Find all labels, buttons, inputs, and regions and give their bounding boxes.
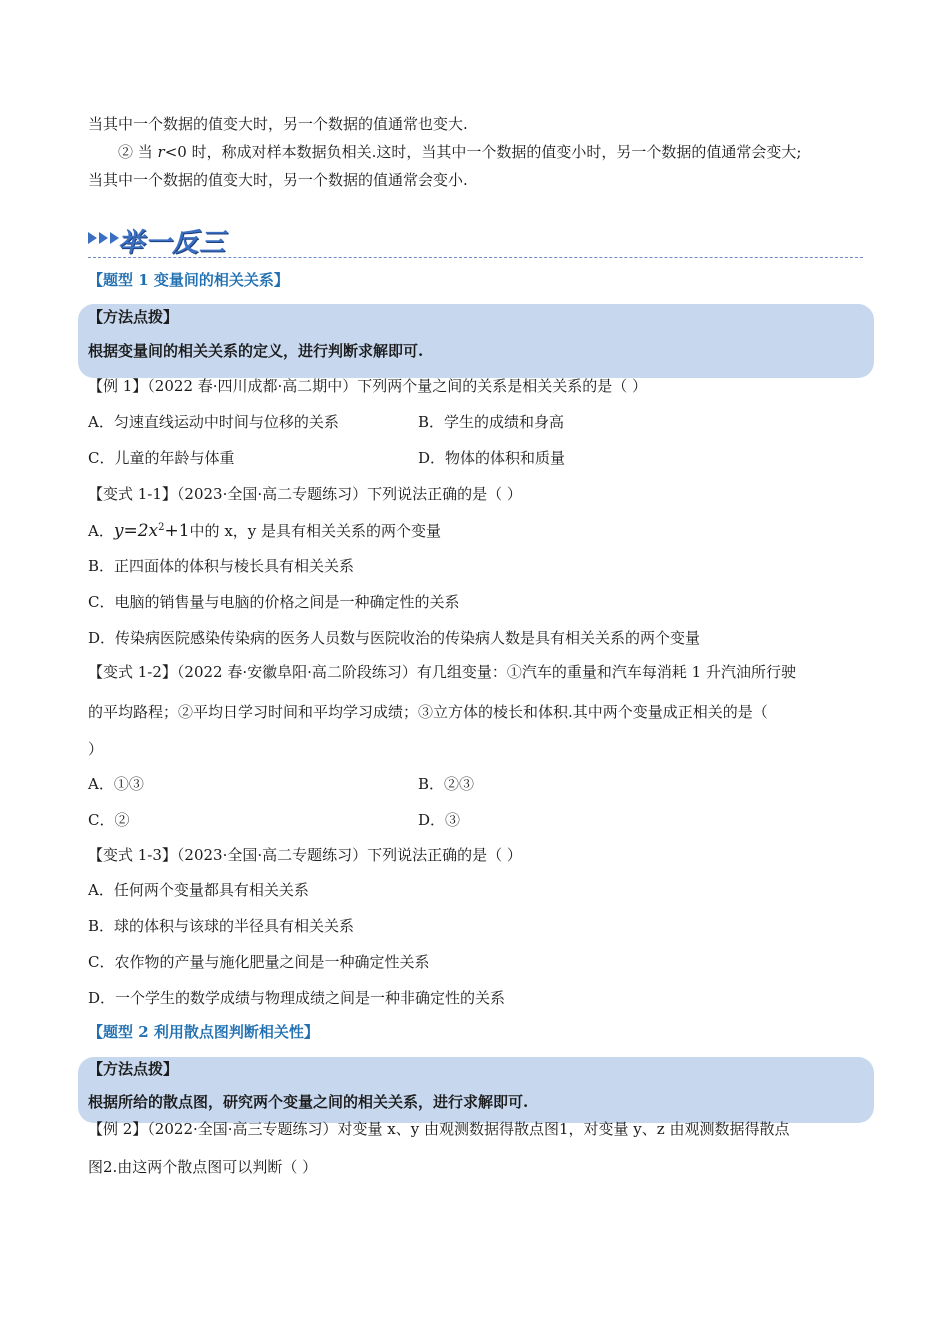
ex1-option-a: A．匀速直线运动中时间与位移的关系 bbox=[88, 413, 339, 431]
intro-line-2-pre: ② 当 bbox=[118, 143, 158, 161]
v13-option-c: C．农作物的产量与施化肥量之间是一种确定性关系 bbox=[88, 953, 430, 971]
intro-line-2-post: <0 时，称成对样本数据负相关.这时，当其中一个数据的值变小时，另一个数据的值通常会变大; bbox=[164, 143, 802, 161]
v12-option-c: C．② bbox=[88, 811, 130, 829]
type1-tip-title: 【方法点拨】 bbox=[88, 308, 179, 326]
type2-tip-text: 根据所给的散点图，研究两个变量之间的相关关系，进行求解即可. bbox=[88, 1093, 529, 1111]
intro-line-2 bbox=[118, 142, 801, 162]
v11-option-a-text: 中的 x，y 是具有相关关系的两个变量 bbox=[189, 522, 442, 540]
banner-title: 举一反三 bbox=[118, 228, 227, 258]
banner-divider bbox=[88, 257, 863, 258]
v12-option-d: D．③ bbox=[418, 811, 461, 829]
type1-tip-text: 根据变量间的相关关系的定义，进行判断求解即可. bbox=[88, 342, 424, 360]
v12-option-a: A．①③ bbox=[88, 775, 144, 793]
ex2-stem-2: 图2.由这两个散点图可以判断（ ） bbox=[88, 1158, 318, 1176]
type2-heading: 【题型 2 利用散点图判断相关性】 bbox=[88, 1023, 319, 1041]
intro-line-3: 当其中一个数据的值变大时，另一个数据的值通常会变小. bbox=[88, 171, 468, 189]
v12-stem-2: 的平均路程；②平均日学习时间和平均学习成绩；③立方体的棱长和体积.其中两个变量成正相关的是（ bbox=[88, 703, 768, 721]
v11-option-d: D．传染病医院感染传染病的医务人员数与医院收治的传染病人数是具有相关关系的两个变量 bbox=[88, 629, 701, 647]
ex2-stem-1: 【例 2】（2022·全国·高三专题练习）对变量 x、y 由观测数据得散点图1，对变量 y、z 由观测数据得散点 bbox=[88, 1120, 790, 1138]
type2-tip-title: 【方法点拨】 bbox=[88, 1060, 179, 1078]
type2-tip-box bbox=[78, 1057, 874, 1123]
v12-option-b: B．②③ bbox=[418, 775, 475, 793]
ex1-option-c: C．儿童的年龄与体重 bbox=[88, 449, 235, 467]
v13-option-b: B．球的体积与该球的半径具有相关关系 bbox=[88, 917, 355, 935]
v11-stem: 【变式 1-1】（2023·全国·高二专题练习）下列说法正确的是（ ） bbox=[88, 485, 522, 503]
v13-stem: 【变式 1-3】（2023·全国·高二专题练习）下列说法正确的是（ ） bbox=[88, 846, 522, 864]
v11-option-a-prefix: A． bbox=[88, 522, 114, 540]
v11-formula-exponent: 2 bbox=[158, 522, 165, 533]
intro-line-1: 当其中一个数据的值变大时，另一个数据的值通常也变大. bbox=[88, 115, 468, 133]
v11-option-c: C．电脑的销售量与电脑的价格之间是一种确定性的关系 bbox=[88, 593, 460, 611]
v13-option-d: D．一个学生的数学成绩与物理成绩之间是一种非确定性的关系 bbox=[88, 989, 506, 1007]
v13-option-a: A．任何两个变量都具有相关关系 bbox=[88, 881, 309, 899]
v11-option-a bbox=[88, 518, 441, 541]
v11-option-b: B．正四面体的体积与棱长具有相关关系 bbox=[88, 557, 355, 575]
ex1-stem: 【例 1】（2022 春·四川成都·高二期中）下列两个量之间的关系是相关关系的是（ ） bbox=[88, 377, 648, 395]
type1-heading: 【题型 1 变量间的相关关系】 bbox=[88, 271, 289, 289]
section-banner bbox=[88, 220, 868, 260]
ex1-option-b: B．学生的成绩和身高 bbox=[418, 413, 565, 431]
v12-stem-1: 【变式 1-2】（2022 春·安徽阜阳·高二阶段练习）有几组变量：①汽车的重量和汽车每消耗 1 升汽油所行驶 bbox=[88, 663, 796, 681]
ex1-option-d: D．物体的体积和质量 bbox=[418, 449, 566, 467]
v11-formula: y=2x bbox=[113, 521, 159, 541]
v11-formula-plus: +1 bbox=[164, 521, 190, 541]
intro-r-symbol: r bbox=[157, 143, 165, 161]
v12-stem-3: ） bbox=[88, 740, 104, 758]
